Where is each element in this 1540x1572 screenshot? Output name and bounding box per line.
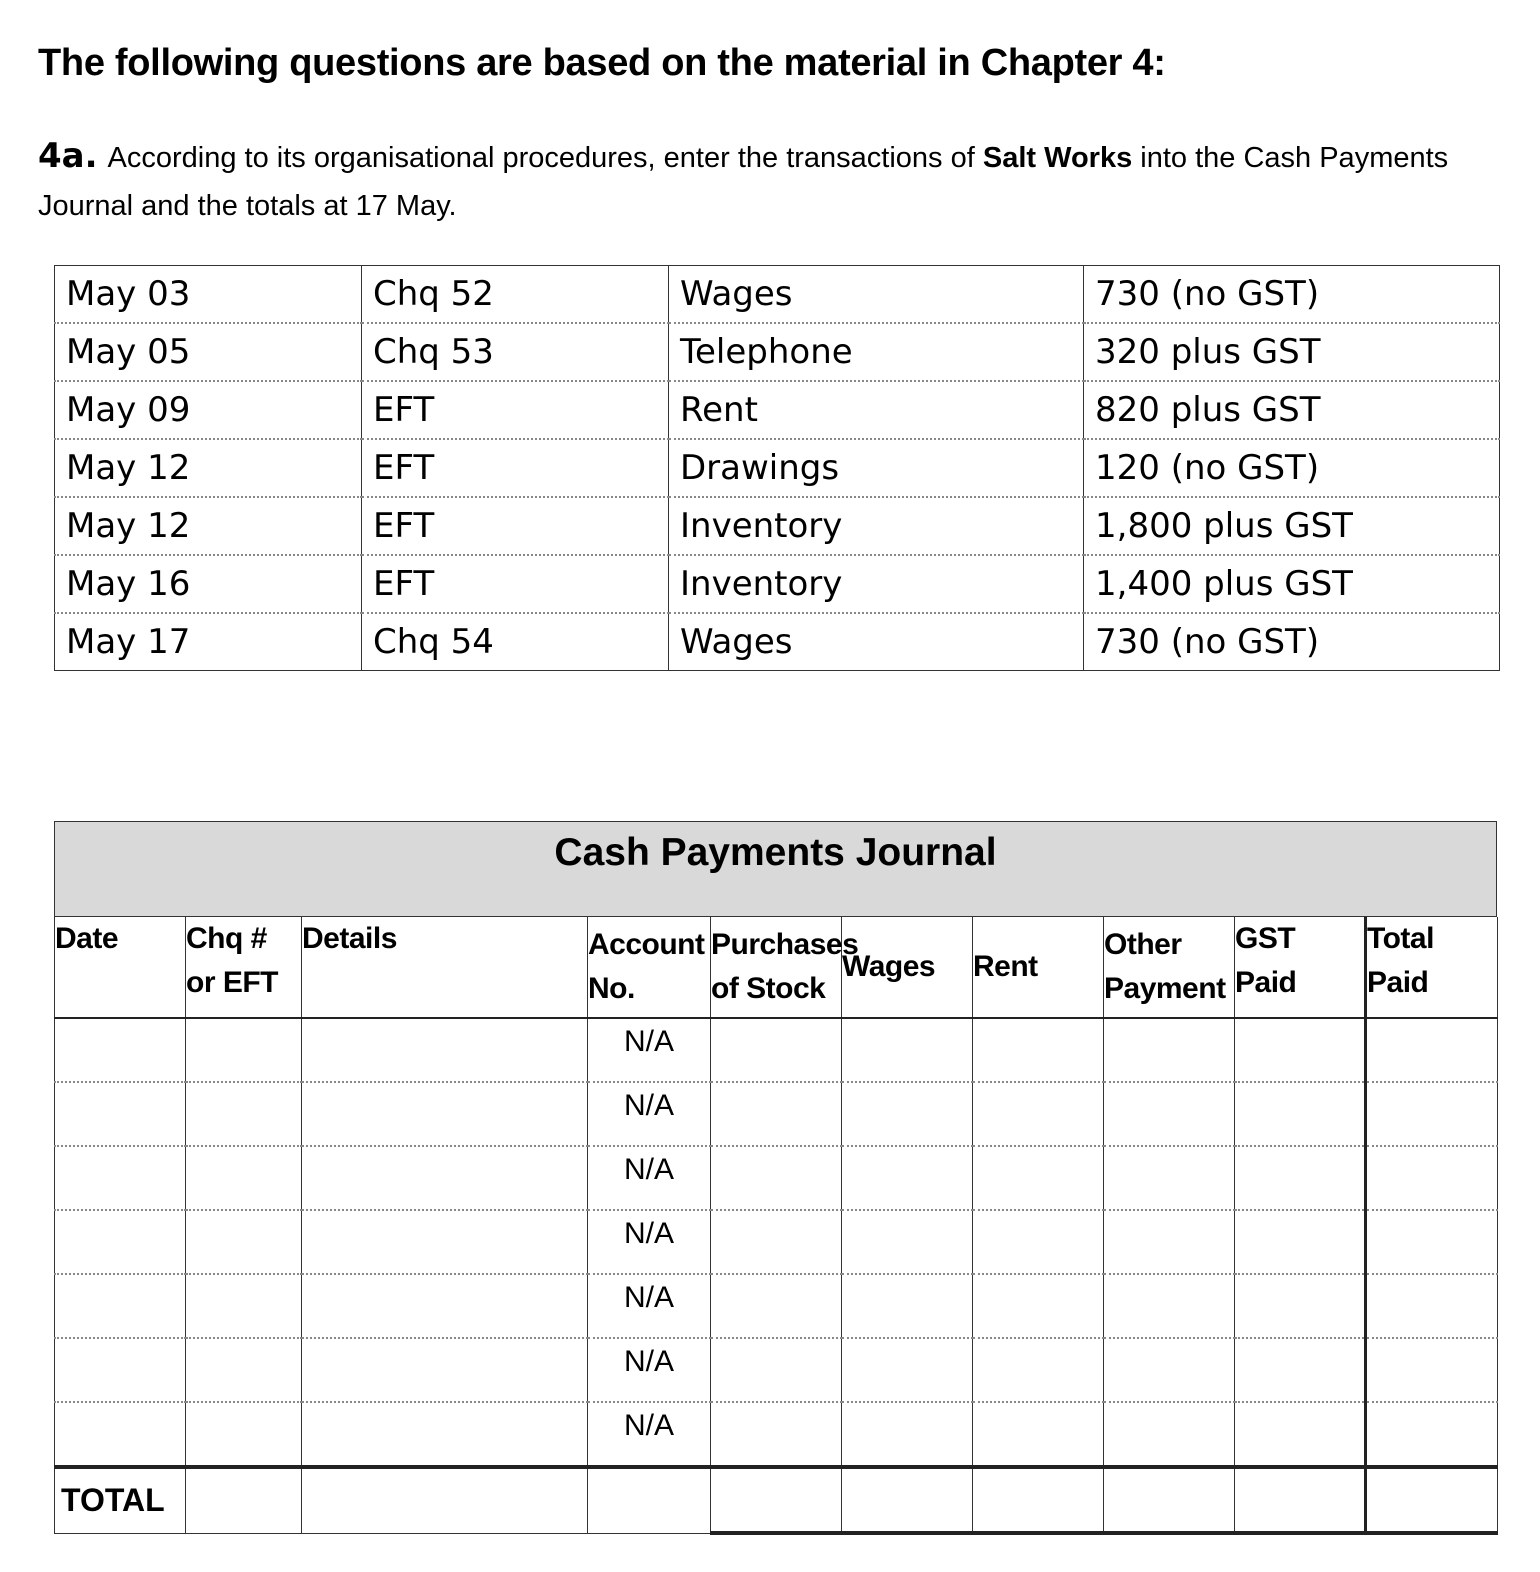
cell-rent[interactable] xyxy=(973,1274,1104,1338)
journal-header-row xyxy=(55,917,1498,1018)
tx-details: Drawings xyxy=(669,439,1084,497)
question-text-line2: Journal and the totals at 17 May. xyxy=(38,190,457,222)
journal-title: Cash Payments Journal xyxy=(54,821,1497,917)
cell-other[interactable] xyxy=(1104,1338,1235,1402)
journal-row xyxy=(55,1402,1498,1467)
transaction-row xyxy=(55,497,1500,555)
cell-chq[interactable] xyxy=(186,1402,302,1467)
cell-purchases[interactable] xyxy=(711,1338,842,1402)
tx-date: May 12 xyxy=(55,439,362,497)
tx-ref: EFT xyxy=(362,439,669,497)
cell-gst[interactable] xyxy=(1235,1210,1366,1274)
cell-rent[interactable] xyxy=(973,1146,1104,1210)
total-other[interactable] xyxy=(1104,1467,1235,1533)
col-account: Account No. xyxy=(588,917,711,1018)
total-account xyxy=(588,1467,711,1533)
col-gst: GST Paid xyxy=(1235,917,1366,1018)
cell-details[interactable] xyxy=(302,1338,588,1402)
tx-amount: 730 (no GST) xyxy=(1084,266,1500,324)
cell-total[interactable] xyxy=(1366,1082,1498,1146)
cell-date[interactable] xyxy=(55,1018,186,1082)
cell-rent[interactable] xyxy=(973,1082,1104,1146)
question-text-before: According to its organisational procedures, enter the transactions of xyxy=(107,142,983,174)
tx-date: May 05 xyxy=(55,323,362,381)
cell-details[interactable] xyxy=(302,1402,588,1467)
tx-ref: Chq 53 xyxy=(362,323,669,381)
cell-total[interactable] xyxy=(1366,1402,1498,1467)
cell-date[interactable] xyxy=(55,1146,186,1210)
transaction-row xyxy=(55,555,1500,613)
cell-purchases[interactable] xyxy=(711,1082,842,1146)
cell-gst[interactable] xyxy=(1235,1402,1366,1467)
cell-gst[interactable] xyxy=(1235,1082,1366,1146)
cell-other[interactable] xyxy=(1104,1210,1235,1274)
cell-purchases[interactable] xyxy=(711,1274,842,1338)
cell-gst[interactable] xyxy=(1235,1274,1366,1338)
cell-total[interactable] xyxy=(1366,1274,1498,1338)
tx-details: Inventory xyxy=(669,497,1084,555)
cell-account: N/A xyxy=(588,1082,711,1146)
col-chq: Chq # or EFT xyxy=(186,917,302,1018)
cell-total[interactable] xyxy=(1366,1338,1498,1402)
total-details xyxy=(302,1467,588,1533)
business-name: Salt Works xyxy=(982,142,1133,174)
cell-rent[interactable] xyxy=(973,1402,1104,1467)
cell-total[interactable] xyxy=(1366,1146,1498,1210)
journal-total-row xyxy=(55,1467,1498,1533)
cell-date[interactable] xyxy=(55,1082,186,1146)
cell-date[interactable] xyxy=(55,1338,186,1402)
cell-other[interactable] xyxy=(1104,1018,1235,1082)
cell-chq[interactable] xyxy=(186,1018,302,1082)
tx-details: Inventory xyxy=(669,555,1084,613)
cell-details[interactable] xyxy=(302,1018,588,1082)
cell-date[interactable] xyxy=(55,1402,186,1467)
cell-wages[interactable] xyxy=(842,1210,973,1274)
cell-purchases[interactable] xyxy=(711,1402,842,1467)
cell-chq[interactable] xyxy=(186,1210,302,1274)
tx-details: Wages xyxy=(669,613,1084,671)
tx-date: May 12 xyxy=(55,497,362,555)
col-other: Other Payment xyxy=(1104,917,1235,1018)
col-wages: Wages xyxy=(842,917,973,1018)
cell-other[interactable] xyxy=(1104,1274,1235,1338)
cell-purchases[interactable] xyxy=(711,1210,842,1274)
tx-ref: EFT xyxy=(362,497,669,555)
cell-wages[interactable] xyxy=(842,1082,973,1146)
cell-account: N/A xyxy=(588,1338,711,1402)
tx-ref: Chq 54 xyxy=(362,613,669,671)
page-heading: The following questions are based on the material in Chapter 4: xyxy=(38,42,1166,84)
cell-wages[interactable] xyxy=(842,1402,973,1467)
cell-account: N/A xyxy=(588,1146,711,1210)
tx-details: Wages xyxy=(669,266,1084,324)
col-details: Details xyxy=(302,917,588,1018)
tx-ref: Chq 52 xyxy=(362,266,669,324)
cell-date[interactable] xyxy=(55,1210,186,1274)
journal-row xyxy=(55,1338,1498,1402)
cell-date[interactable] xyxy=(55,1274,186,1338)
transaction-row xyxy=(55,266,1500,324)
cell-gst[interactable] xyxy=(1235,1146,1366,1210)
tx-amount: 1,400 plus GST xyxy=(1084,555,1500,613)
cell-chq[interactable] xyxy=(186,1146,302,1210)
transaction-row xyxy=(55,323,1500,381)
cell-details[interactable] xyxy=(302,1274,588,1338)
journal-row xyxy=(55,1082,1498,1146)
tx-date: May 16 xyxy=(55,555,362,613)
col-total: Total Paid xyxy=(1366,917,1498,1018)
cell-gst[interactable] xyxy=(1235,1018,1366,1082)
cell-wages[interactable] xyxy=(842,1018,973,1082)
total-rent[interactable] xyxy=(973,1467,1104,1533)
tx-date: May 03 xyxy=(55,266,362,324)
cell-chq[interactable] xyxy=(186,1082,302,1146)
col-rent: Rent xyxy=(973,917,1104,1018)
cell-account: N/A xyxy=(588,1402,711,1467)
cell-other[interactable] xyxy=(1104,1402,1235,1467)
tx-date: May 09 xyxy=(55,381,362,439)
tx-details: Telephone xyxy=(669,323,1084,381)
cell-total[interactable] xyxy=(1366,1210,1498,1274)
cell-rent[interactable] xyxy=(973,1018,1104,1082)
journal-row xyxy=(55,1018,1498,1082)
cell-details[interactable] xyxy=(302,1082,588,1146)
cell-rent[interactable] xyxy=(973,1338,1104,1402)
cell-account: N/A xyxy=(588,1018,711,1082)
total-chq xyxy=(186,1467,302,1533)
cell-gst[interactable] xyxy=(1235,1338,1366,1402)
total-gst[interactable] xyxy=(1235,1467,1366,1533)
question-text-after: into the Cash Payments xyxy=(1132,142,1449,174)
cell-other[interactable] xyxy=(1104,1082,1235,1146)
tx-amount: 120 (no GST) xyxy=(1084,439,1500,497)
cell-chq[interactable] xyxy=(186,1274,302,1338)
question-4a xyxy=(38,132,1538,230)
total-purchases[interactable] xyxy=(711,1467,842,1533)
cell-purchases[interactable] xyxy=(711,1146,842,1210)
cell-wages[interactable] xyxy=(842,1338,973,1402)
journal-row xyxy=(55,1210,1498,1274)
transactions-table xyxy=(54,265,1500,671)
cell-account: N/A xyxy=(588,1274,711,1338)
total-total[interactable] xyxy=(1366,1467,1498,1533)
tx-date: May 17 xyxy=(55,613,362,671)
total-label: TOTAL xyxy=(55,1467,186,1533)
tx-ref: EFT xyxy=(362,555,669,613)
transaction-row xyxy=(55,381,1500,439)
cell-chq[interactable] xyxy=(186,1338,302,1402)
journal-row xyxy=(55,1146,1498,1210)
transaction-row xyxy=(55,439,1500,497)
tx-amount: 1,800 plus GST xyxy=(1084,497,1500,555)
cell-wages[interactable] xyxy=(842,1274,973,1338)
col-date: Date xyxy=(55,917,186,1018)
transaction-row xyxy=(55,613,1500,671)
journal-table xyxy=(54,917,1498,1535)
cell-rent[interactable] xyxy=(973,1210,1104,1274)
cell-details[interactable] xyxy=(302,1146,588,1210)
cell-wages[interactable] xyxy=(842,1146,973,1210)
cell-account: N/A xyxy=(588,1210,711,1274)
total-wages[interactable] xyxy=(842,1467,973,1533)
tx-amount: 820 plus GST xyxy=(1084,381,1500,439)
col-purchases: Purchases of Stock xyxy=(711,917,842,1018)
cell-details[interactable] xyxy=(302,1210,588,1274)
question-number: 4a. xyxy=(38,136,98,176)
tx-details: Rent xyxy=(669,381,1084,439)
tx-amount: 320 plus GST xyxy=(1084,323,1500,381)
cash-payments-journal xyxy=(54,821,1497,1535)
cell-purchases[interactable] xyxy=(711,1018,842,1082)
tx-ref: EFT xyxy=(362,381,669,439)
tx-amount: 730 (no GST) xyxy=(1084,613,1500,671)
cell-total[interactable] xyxy=(1366,1018,1498,1082)
journal-row xyxy=(55,1274,1498,1338)
cell-other[interactable] xyxy=(1104,1146,1235,1210)
